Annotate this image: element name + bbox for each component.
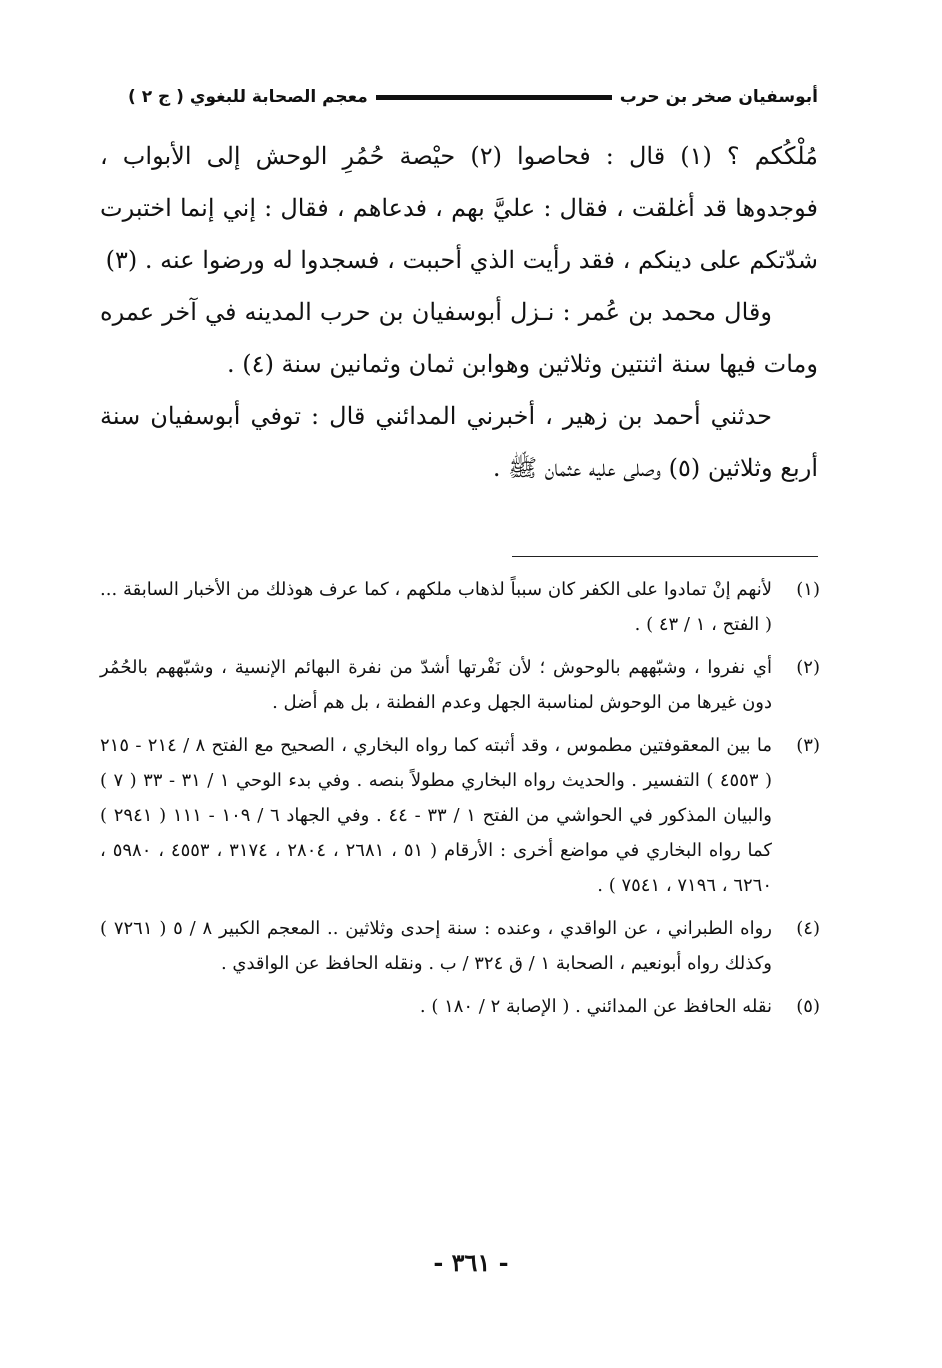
footnote-text: نقله الحافظ عن المدائني . ( الإصابة ٢ / ١٨٠ ) .	[419, 996, 772, 1017]
footnote	[100, 650, 820, 720]
footnote	[100, 989, 820, 1024]
footnote	[100, 911, 820, 981]
footnote-number: (٥)	[796, 996, 820, 1017]
book-title: معجم الصحابة للبغوي ( ج ٢ )	[128, 87, 368, 107]
paragraph: حدثني أحمد بن زهير ، أخبرني المدائني قال : توفي أبوسفيان سنة أربع وثلاثين (٥) وصلى عليه عثمان ﷺ .	[100, 402, 818, 482]
main-text	[100, 130, 818, 494]
paragraph: وقال محمد بن عُمر : نـزل أبوسفيان بن حرب المدينه في آخر عمره ومات فيها سنة اثنتين وثلاثين وهوابن ثمان وثمانين سنة (٤) .	[100, 298, 818, 378]
footnote-text: رواه الطبراني ، عن الواقدي ، وعنده : سنة إحدى وثلاثين .. المعجم الكبير ٨ / ٥ ( ٧٢٦١ ) وكذلك رواه أبونعيم ، الصحابة ١ / ق ٣٢٤ / ب . ونقله الحافظ عن الواقدي .	[100, 918, 772, 974]
footnote-number: (٢)	[796, 657, 820, 678]
footnote-number: (٣)	[796, 735, 820, 756]
paragraph: مُلْكُكم ؟ (١) قال : فحاصوا (٢) حيْصة حُمُرِ الوحش إلى الأبواب ، فوجدوها قد أغلقت ، فقال : عليَّ بهم ، فدعاهم ، فقال : إني إنما اختبرت شدّتكم على دينكم ، فقد رأيت الذي أحببت ، فسجدوا له ورضوا عنه . (٣)	[100, 142, 818, 274]
footnote-number: (١)	[796, 579, 820, 600]
footnote-number: (٤)	[796, 918, 820, 939]
header-rule	[376, 95, 612, 100]
footnote	[100, 728, 820, 903]
footnote-separator	[512, 556, 818, 557]
footnote	[100, 572, 820, 642]
running-header	[128, 82, 818, 112]
footnote-text: أي نفروا ، وشبّههم بالوحوش ؛ لأن نَفْرتها أشدّ من نفرة البهائم الإنسية ، وشبّههم بالحُمُر دون غيرها من الوحوش لمناسبة الجهل وعدم الفطنة ، بل هم أضل .	[100, 657, 772, 713]
footnotes	[100, 572, 820, 1032]
footnote-text: ما بين المعقوفتين مطموس ، وقد أثبته كما رواه البخاري ، الصحيح مع الفتح ٨ / ٢١٤ - ٢١٥ ( ٤٥٥٣ ) التفسير . والحديث رواه البخاري مطولاً بنصه . وفي بدء الوحي ١ / ٣١ - ٣٣ ( ٧ ) والبيان المذكور في الحواشي من الفتح ١ / ٣٣ - ٤٤ . وفي الجهاد ٦ / ١٠٩ - ١١١ ( ٢٩٤١ ) كما رواه البخاري في مواضع أخرى : الأرقام ( ٥١ ، ٢٦٨١ ، ٢٨٠٤ ، ٣١٧٤ ، ٤٥٥٣ ، ٥٩٨٠ ، ٦٢٦٠ ، ٧١٩٦ ، ٧٥٤١ ) .	[100, 735, 773, 896]
page-number: - ٣٦١ -	[433, 1248, 509, 1277]
footnote-text: لأنهم إنْ تمادوا على الكفر كان سبباً لذهاب ملكهم ، كما عرف هوذلك من الأخبار السابقة ... ( الفتح ، ١ / ٤٣ ) .	[100, 579, 772, 635]
entry-subject: أبوسفيان صخر بن حرب	[619, 87, 818, 107]
